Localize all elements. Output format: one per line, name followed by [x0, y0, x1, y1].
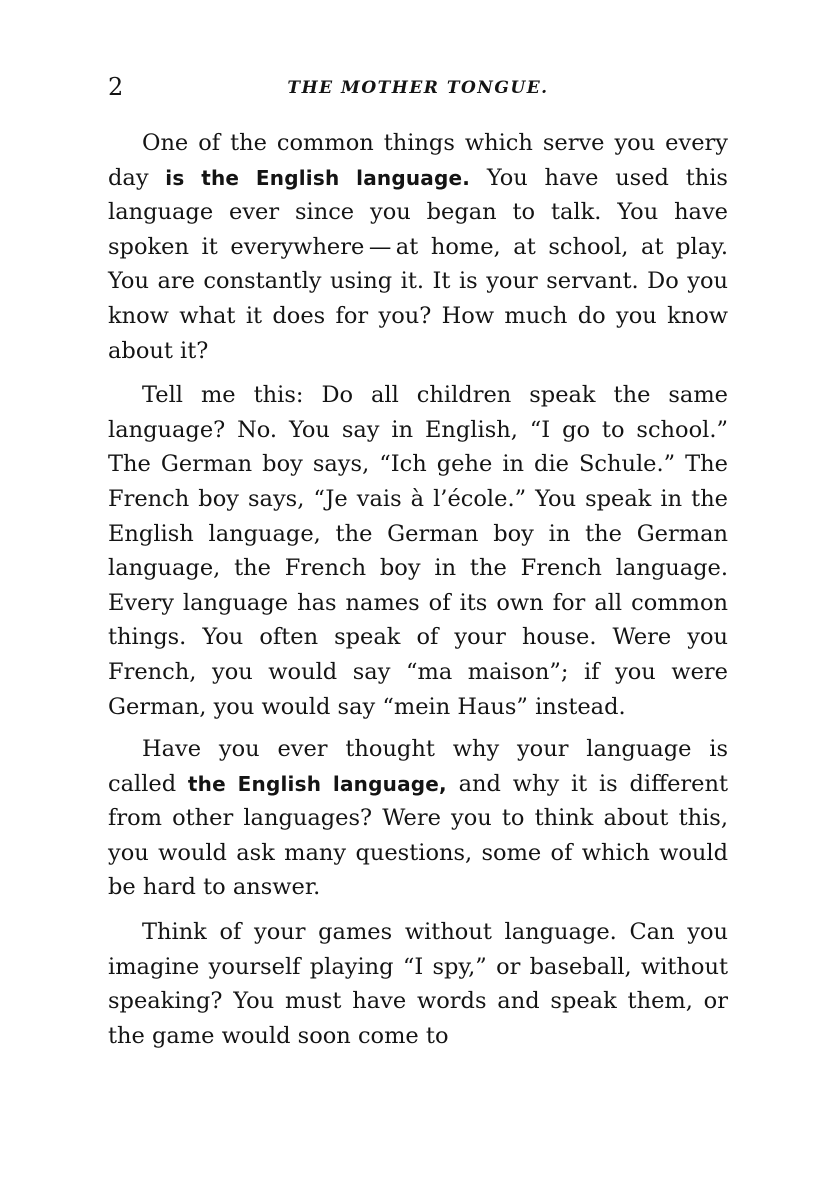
paragraph-3-text-start: Have you ever thought why your language is called	[108, 736, 728, 797]
body-text	[108, 126, 728, 1053]
paragraph-2: Tell me this: Do all children speak the same language? No. You say in English, “I go to school.” The German boy says, “Ich gehe in die Schule.” The French boy says, “Je vais à l’école.” You speak in the English language, the German boy in the German language, the French boy in the French language. Every language has names of its own for all common things. You often speak of your house. Were you French, you would say “ma maison”; if you were German, you would say “mein Haus” instead.	[108, 382, 728, 720]
paragraph-1-text-start: One of the common things which serve you every day	[108, 130, 728, 191]
paragraph-1-text-end: You have used this language ever since you began to talk. You have spoken it everywhere — at home, at school, at play. You are constantly using it. It is your servant. Do you know what it does for you? How much do you know about it?	[108, 164, 728, 364]
page-number: 2	[108, 73, 124, 101]
running-title: THE MOTHER TONGUE.	[287, 78, 549, 98]
running-head	[108, 72, 728, 102]
paragraph-3-text-end: and why it is different from other languages? Were you to think about this, you would ask many questions, some of which would be hard to answer.	[108, 770, 728, 901]
paragraph-1-bold-phrase: is the English language.	[165, 165, 471, 190]
paragraph-3-bold-phrase: the English language,	[187, 771, 447, 796]
paragraph-3	[108, 732, 728, 905]
paragraph-4: Think of your games without language. Can you imagine yourself playing “I spy,” or baseball, without speaking? You must have words and speak them, or the game would soon come to	[108, 919, 728, 1049]
paragraph-1	[108, 126, 728, 368]
book-page	[108, 72, 728, 1063]
